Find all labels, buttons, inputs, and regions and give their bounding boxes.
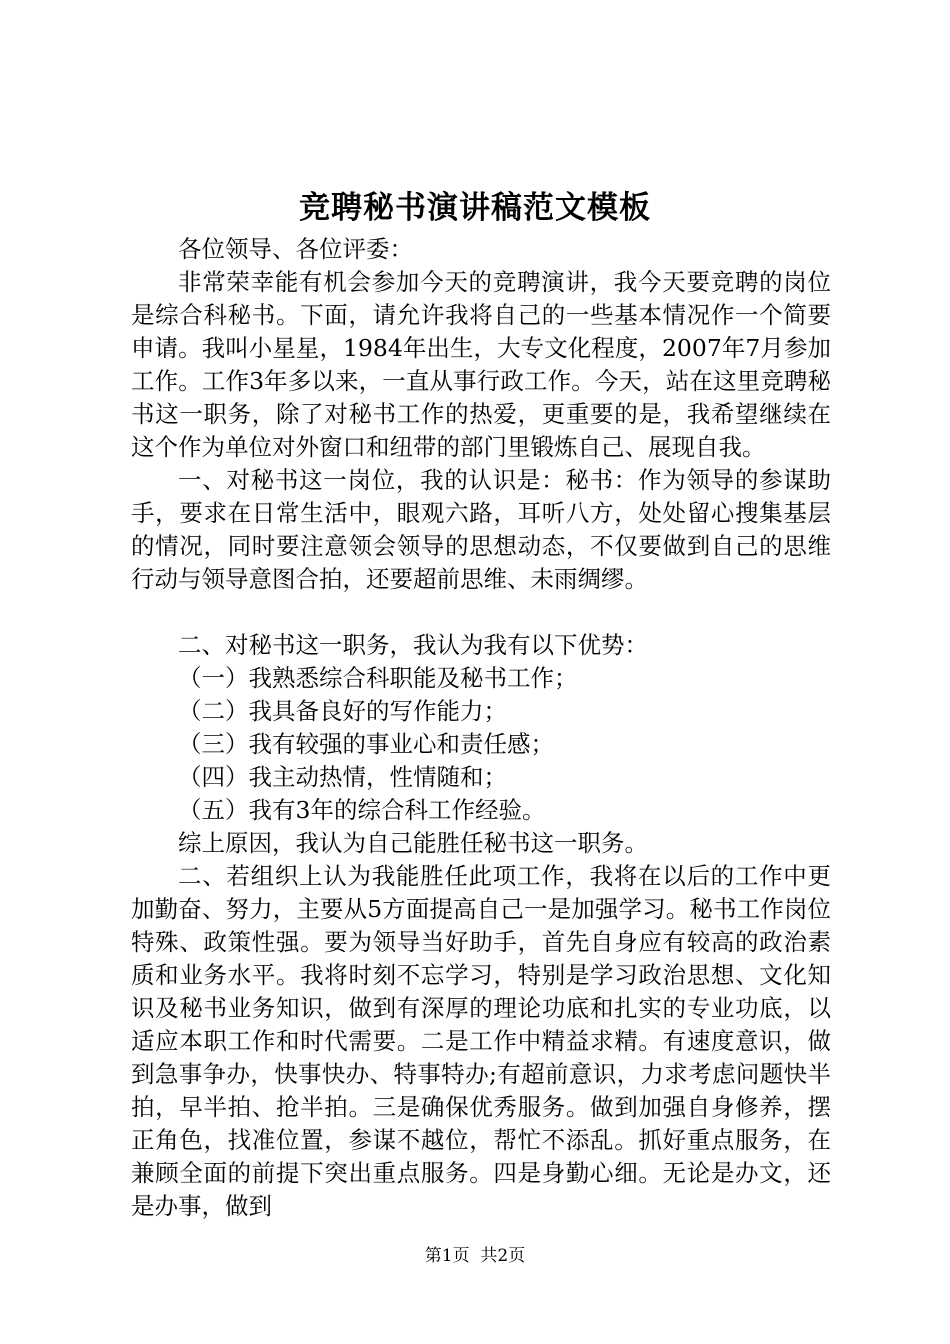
plan-paragraph: 二、若组织上认为我能胜任此项工作，我将在以后的工作中更加勤奋、努力，主要从5方面提高自己一是加强学习。秘书工作岗位特殊、政策性强。要为领导当好助手，首先自身应有较高的政治素质和业务水平。我将时刻不忘学习，特别是学习政治思想、文化知识及秘书业务知识，做到有深厚的理论功底和扎实的专业功底，以适应本职工作和时代需要。二是工作中精益求精。有速度意识，做到急事争办，快事快办、特事特办;有超前意识，力求考虑问题快半拍，早半拍、抢半拍。三是确保优秀服务。做到加强自身修养，摆正角色，找准位置，参谋不越位，帮忙不添乱。抓好重点服务，在兼顾全面的前提下突出重点服务。四是身勤心细。无论是办文，还是办事，做到 xyxy=(131,862,831,1220)
advantage-item-3: （三）我有较强的事业心和责任感； xyxy=(178,730,554,758)
document-body xyxy=(131,233,831,1223)
advantage-item-4: （四）我主动热情，性情随和； xyxy=(178,763,507,791)
page-footer: 第1页 共2页 xyxy=(424,1246,526,1266)
advantage-item-1: （一）我熟悉综合科职能及秘书工作； xyxy=(178,664,578,692)
understanding-paragraph: 一、对秘书这一岗位，我的认识是：秘书：作为领导的参谋助手，要求在日常生活中，眼观六路，耳听八方，处处留心搜集基层的情况，同时要注意领会领导的思想动态，不仅要做到自己的思维行动与领导意图合拍，还要超前思维、未雨绸缪。 xyxy=(131,466,831,593)
intro-paragraph: 非常荣幸能有机会参加今天的竞聘演讲，我今天要竞聘的岗位是综合科秘书。下面，请允许我将自己的一些基本情况作一个简要申请。我叫小星星，1984年出生，大专文化程度，2007年7月参加工作。工作3年多以来，一直从事行政工作。今天，站在这里竞聘秘书这一职务，除了对秘书工作的热爱，更重要的是，我希望继续在这个作为单位对外窗口和纽带的部门里锻炼自己、展现自我。 xyxy=(131,268,831,461)
advantage-item-5: （五）我有3年的综合科工作经验。 xyxy=(178,796,546,824)
summary-paragraph: 综上原因，我认为自己能胜任秘书这一职务。 xyxy=(178,829,648,857)
advantage-item-2: （二）我具备良好的写作能力； xyxy=(178,697,507,725)
document-title: 竞聘秘书演讲稿范文模板 xyxy=(299,190,651,226)
advantages-heading: 二、对秘书这一职务，我认为我有以下优势： xyxy=(178,631,648,659)
salutation-paragraph: 各位领导、各位评委： xyxy=(178,235,413,263)
